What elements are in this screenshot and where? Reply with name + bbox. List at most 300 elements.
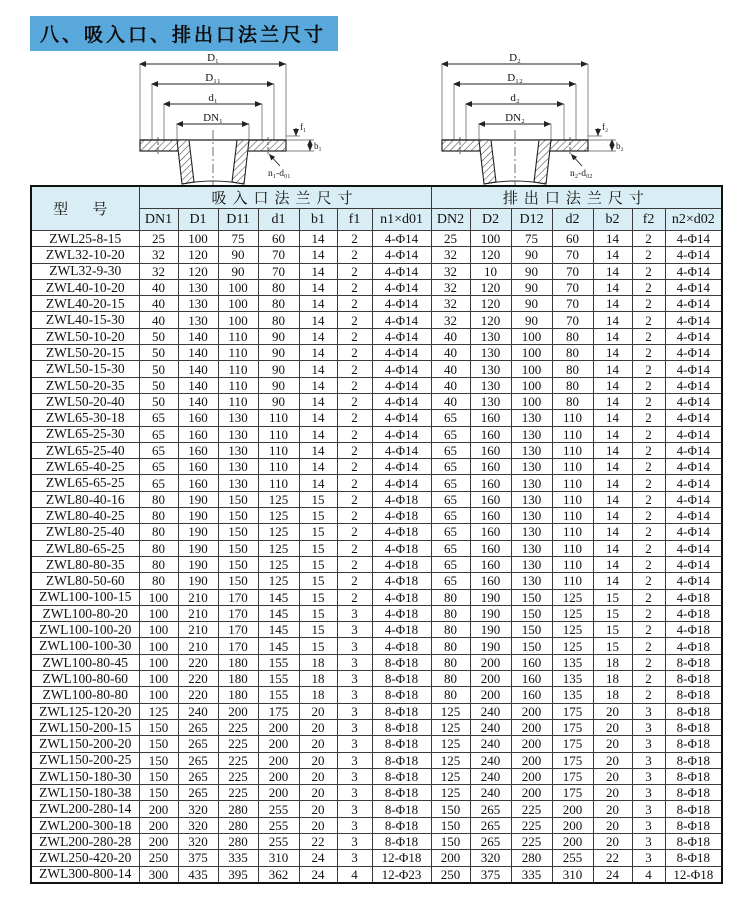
value-cell: 15 [299, 508, 337, 524]
value-cell: 335 [218, 850, 258, 866]
value-cell: 155 [258, 687, 299, 703]
value-cell: 14 [593, 345, 632, 361]
value-cell: 100 [218, 312, 258, 328]
value-cell: 110 [258, 426, 299, 442]
value-cell: 80 [139, 573, 178, 589]
value-cell: 80 [139, 508, 178, 524]
value-cell: 160 [511, 654, 552, 670]
value-cell: 225 [511, 817, 552, 833]
value-cell: 65 [431, 540, 470, 556]
value-cell: 180 [218, 654, 258, 670]
value-cell: 200 [218, 703, 258, 719]
value-cell: 200 [511, 768, 552, 784]
table-row [31, 426, 722, 442]
value-cell: 75 [218, 231, 258, 247]
value-cell: 200 [552, 833, 593, 849]
value-cell: 2 [632, 654, 665, 670]
value-cell: 2 [632, 312, 665, 328]
value-cell: 280 [218, 801, 258, 817]
value-cell: 150 [511, 638, 552, 654]
value-cell: 300 [139, 866, 178, 883]
value-cell: 4-Φ14 [665, 345, 722, 361]
model-cell: ZWL150-180-30 [31, 768, 139, 784]
value-cell: 4-Φ14 [372, 393, 431, 409]
value-cell: 175 [552, 752, 593, 768]
value-cell: 160 [470, 426, 511, 442]
value-cell: 3 [632, 752, 665, 768]
value-cell: 65 [431, 573, 470, 589]
value-cell: 3 [337, 817, 372, 833]
value-cell: 125 [552, 605, 593, 621]
value-cell: 2 [632, 605, 665, 621]
model-cell: ZWL250-420-20 [31, 850, 139, 866]
value-cell: 4-Φ18 [372, 638, 431, 654]
value-cell: 110 [552, 508, 593, 524]
value-cell: 3 [337, 833, 372, 849]
value-cell: 170 [218, 622, 258, 638]
value-cell: 50 [139, 345, 178, 361]
model-cell: ZWL80-50-60 [31, 573, 139, 589]
value-cell: 24 [299, 850, 337, 866]
value-cell: 8-Φ18 [665, 833, 722, 849]
value-cell: 20 [593, 801, 632, 817]
value-cell: 4-Φ14 [665, 296, 722, 312]
value-cell: 145 [258, 605, 299, 621]
value-cell: 4-Φ14 [665, 263, 722, 279]
value-cell: 120 [470, 279, 511, 295]
model-cell: ZWL100-100-15 [31, 589, 139, 605]
table-row [31, 410, 722, 426]
value-cell: 4-Φ14 [665, 279, 722, 295]
value-cell: 20 [299, 736, 337, 752]
value-cell: 18 [299, 687, 337, 703]
value-cell: 160 [511, 687, 552, 703]
value-cell: 125 [258, 524, 299, 540]
value-cell: 240 [470, 785, 511, 801]
value-cell: 80 [139, 524, 178, 540]
value-cell: 14 [299, 312, 337, 328]
value-cell: 20 [593, 833, 632, 849]
column-header: n2×d02 [665, 209, 722, 231]
value-cell: 20 [299, 785, 337, 801]
value-cell: 125 [258, 508, 299, 524]
table-row [31, 393, 722, 409]
value-cell: 225 [218, 752, 258, 768]
value-cell: 14 [299, 279, 337, 295]
value-cell: 130 [511, 508, 552, 524]
value-cell: 4-Φ14 [372, 328, 431, 344]
value-cell: 200 [431, 850, 470, 866]
value-cell: 65 [431, 442, 470, 458]
value-cell: 14 [299, 475, 337, 491]
value-cell: 160 [178, 475, 218, 491]
value-cell: 190 [178, 508, 218, 524]
value-cell: 2 [337, 508, 372, 524]
group-header-row [31, 186, 722, 209]
value-cell: 4-Φ14 [665, 459, 722, 475]
value-cell: 2 [632, 279, 665, 295]
column-header: d2 [552, 209, 593, 231]
table-row [31, 736, 722, 752]
value-cell: 100 [511, 377, 552, 393]
value-cell: 18 [593, 671, 632, 687]
value-cell: 8-Φ18 [372, 752, 431, 768]
value-cell: 125 [431, 785, 470, 801]
value-cell: 4-Φ18 [665, 638, 722, 654]
value-cell: 175 [552, 736, 593, 752]
value-cell: 2 [337, 540, 372, 556]
value-cell: 15 [593, 605, 632, 621]
value-cell: 125 [431, 703, 470, 719]
value-cell: 125 [552, 638, 593, 654]
value-cell: 125 [258, 540, 299, 556]
model-cell: ZWL32-9-30 [31, 263, 139, 279]
value-cell: 190 [178, 524, 218, 540]
model-cell: ZWL100-80-20 [31, 605, 139, 621]
value-cell: 110 [258, 459, 299, 475]
value-cell: 310 [258, 850, 299, 866]
value-cell: 14 [299, 296, 337, 312]
value-cell: 4-Φ14 [665, 328, 722, 344]
table-row [31, 247, 722, 263]
value-cell: 100 [139, 687, 178, 703]
model-cell: ZWL150-200-15 [31, 719, 139, 735]
model-cell: ZWL100-80-60 [31, 671, 139, 687]
value-cell: 150 [218, 556, 258, 572]
value-cell: 40 [139, 296, 178, 312]
value-cell: 8-Φ18 [665, 687, 722, 703]
value-cell: 8-Φ18 [372, 785, 431, 801]
table-row [31, 442, 722, 458]
model-cell: ZWL65-25-30 [31, 426, 139, 442]
value-cell: 50 [139, 361, 178, 377]
value-cell: 240 [470, 703, 511, 719]
value-cell: 2 [632, 377, 665, 393]
value-cell: 65 [139, 426, 178, 442]
value-cell: 120 [470, 312, 511, 328]
value-cell: 2 [632, 442, 665, 458]
value-cell: 4-Φ14 [665, 410, 722, 426]
value-cell: 80 [552, 345, 593, 361]
value-cell: 4-Φ18 [372, 556, 431, 572]
value-cell: 14 [299, 231, 337, 247]
model-cell: ZWL25-8-15 [31, 231, 139, 247]
value-cell: 3 [337, 719, 372, 735]
model-cell: ZWL150-200-25 [31, 752, 139, 768]
table-row [31, 459, 722, 475]
value-cell: 90 [511, 296, 552, 312]
value-cell: 125 [431, 768, 470, 784]
value-cell: 2 [632, 638, 665, 654]
value-cell: 2 [337, 247, 372, 263]
value-cell: 130 [511, 459, 552, 475]
table-row [31, 231, 722, 247]
value-cell: 8-Φ18 [372, 687, 431, 703]
value-cell: 150 [218, 508, 258, 524]
value-cell: 2 [337, 573, 372, 589]
value-cell: 220 [178, 654, 218, 670]
model-cell: ZWL100-100-20 [31, 622, 139, 638]
value-cell: 2 [337, 279, 372, 295]
value-cell: 110 [552, 524, 593, 540]
value-cell: 4-Φ14 [372, 263, 431, 279]
value-cell: 100 [511, 361, 552, 377]
value-cell: 110 [218, 393, 258, 409]
flange-cross-section [430, 50, 625, 188]
value-cell: 170 [218, 589, 258, 605]
value-cell: 190 [470, 638, 511, 654]
value-cell: 200 [511, 785, 552, 801]
value-cell: 160 [470, 459, 511, 475]
value-cell: 2 [632, 475, 665, 491]
bolt-holes-label: n₂-d₀₂ [570, 169, 593, 179]
value-cell: 130 [470, 361, 511, 377]
value-cell: 175 [552, 785, 593, 801]
value-cell: 200 [511, 736, 552, 752]
table-row [31, 654, 722, 670]
value-cell: 80 [431, 671, 470, 687]
value-cell: 70 [258, 247, 299, 263]
value-cell: 4-Φ18 [372, 508, 431, 524]
value-cell: 40 [431, 345, 470, 361]
value-cell: 65 [139, 410, 178, 426]
value-cell: 4-Φ14 [665, 491, 722, 507]
value-cell: 40 [431, 377, 470, 393]
value-cell: 20 [299, 719, 337, 735]
model-cell: ZWL80-65-25 [31, 540, 139, 556]
value-cell: 130 [470, 345, 511, 361]
value-cell: 2 [337, 231, 372, 247]
value-cell: 2 [337, 410, 372, 426]
table-row [31, 312, 722, 328]
value-cell: 100 [178, 231, 218, 247]
value-cell: 20 [299, 801, 337, 817]
column-header: b1 [299, 209, 337, 231]
value-cell: 80 [258, 312, 299, 328]
value-cell: 150 [139, 768, 178, 784]
value-cell: 160 [470, 410, 511, 426]
value-cell: 130 [511, 410, 552, 426]
value-cell: 190 [470, 605, 511, 621]
value-cell: 150 [511, 622, 552, 638]
value-cell: 200 [511, 703, 552, 719]
value-cell: 80 [258, 296, 299, 312]
dimension-label: b₁ [314, 141, 322, 151]
value-cell: 2 [632, 328, 665, 344]
value-cell: 200 [258, 785, 299, 801]
value-cell: 8-Φ18 [372, 719, 431, 735]
value-cell: 2 [337, 426, 372, 442]
model-column-header: 型 号 [31, 186, 139, 231]
model-cell: ZWL300-800-14 [31, 866, 139, 883]
value-cell: 210 [178, 605, 218, 621]
value-cell: 3 [632, 719, 665, 735]
value-cell: 20 [299, 768, 337, 784]
value-cell: 225 [511, 801, 552, 817]
value-cell: 90 [258, 377, 299, 393]
value-cell: 70 [552, 296, 593, 312]
value-cell: 14 [593, 540, 632, 556]
value-cell: 75 [511, 231, 552, 247]
value-cell: 3 [337, 801, 372, 817]
value-cell: 14 [593, 573, 632, 589]
value-cell: 320 [178, 833, 218, 849]
value-cell: 180 [218, 687, 258, 703]
value-cell: 80 [139, 540, 178, 556]
value-cell: 80 [139, 556, 178, 572]
value-cell: 80 [552, 328, 593, 344]
value-cell: 4-Φ14 [372, 279, 431, 295]
value-cell: 2 [632, 573, 665, 589]
table-row [31, 377, 722, 393]
value-cell: 135 [552, 654, 593, 670]
value-cell: 80 [431, 605, 470, 621]
value-cell: 265 [470, 833, 511, 849]
value-cell: 250 [139, 850, 178, 866]
value-cell: 14 [593, 442, 632, 458]
value-cell: 40 [431, 361, 470, 377]
value-cell: 110 [552, 426, 593, 442]
value-cell: 100 [218, 296, 258, 312]
value-cell: 65 [139, 475, 178, 491]
value-cell: 15 [299, 491, 337, 507]
column-header: f2 [632, 209, 665, 231]
value-cell: 65 [431, 556, 470, 572]
value-cell: 200 [258, 752, 299, 768]
value-cell: 200 [258, 719, 299, 735]
value-cell: 120 [470, 296, 511, 312]
value-cell: 160 [470, 556, 511, 572]
value-cell: 100 [139, 638, 178, 654]
table-row [31, 817, 722, 833]
value-cell: 150 [218, 540, 258, 556]
table-row [31, 296, 722, 312]
value-cell: 8-Φ18 [372, 817, 431, 833]
flange-cross-section [128, 50, 323, 188]
value-cell: 240 [470, 768, 511, 784]
dimension-label: DN₁ [203, 112, 223, 124]
value-cell: 190 [178, 573, 218, 589]
value-cell: 3 [632, 817, 665, 833]
value-cell: 20 [299, 752, 337, 768]
value-cell: 265 [178, 752, 218, 768]
value-cell: 130 [511, 475, 552, 491]
value-cell: 130 [470, 377, 511, 393]
value-cell: 160 [511, 671, 552, 687]
value-cell: 4-Φ18 [372, 622, 431, 638]
value-cell: 160 [178, 426, 218, 442]
model-cell: ZWL150-180-38 [31, 785, 139, 801]
value-cell: 65 [139, 442, 178, 458]
value-cell: 160 [178, 442, 218, 458]
value-cell: 110 [218, 361, 258, 377]
model-cell: ZWL50-20-35 [31, 377, 139, 393]
model-cell: ZWL32-10-20 [31, 247, 139, 263]
value-cell: 20 [593, 785, 632, 801]
value-cell: 4-Φ14 [372, 442, 431, 458]
value-cell: 14 [593, 459, 632, 475]
value-cell: 160 [178, 410, 218, 426]
value-cell: 80 [552, 361, 593, 377]
column-header: DN1 [139, 209, 178, 231]
value-cell: 130 [511, 556, 552, 572]
value-cell: 265 [470, 817, 511, 833]
value-cell: 225 [218, 736, 258, 752]
table-row [31, 605, 722, 621]
value-cell: 32 [139, 263, 178, 279]
value-cell: 15 [299, 622, 337, 638]
model-cell: ZWL80-40-25 [31, 508, 139, 524]
value-cell: 14 [593, 328, 632, 344]
value-cell: 14 [593, 279, 632, 295]
value-cell: 15 [299, 605, 337, 621]
value-cell: 255 [258, 817, 299, 833]
column-header: D12 [511, 209, 552, 231]
value-cell: 210 [178, 589, 218, 605]
value-cell: 8-Φ18 [665, 752, 722, 768]
value-cell: 65 [431, 426, 470, 442]
value-cell: 65 [431, 410, 470, 426]
value-cell: 130 [218, 475, 258, 491]
value-cell: 2 [337, 556, 372, 572]
model-cell: ZWL65-30-18 [31, 410, 139, 426]
value-cell: 130 [178, 296, 218, 312]
value-cell: 32 [431, 279, 470, 295]
value-cell: 200 [511, 719, 552, 735]
value-cell: 140 [178, 361, 218, 377]
value-cell: 4-Φ14 [665, 393, 722, 409]
value-cell: 2 [632, 296, 665, 312]
value-cell: 14 [299, 393, 337, 409]
value-cell: 40 [139, 312, 178, 328]
value-cell: 4-Φ14 [372, 361, 431, 377]
dimension-label: f₂ [602, 122, 609, 132]
model-cell: ZWL50-20-40 [31, 393, 139, 409]
value-cell: 2 [632, 345, 665, 361]
value-cell: 4-Φ18 [372, 524, 431, 540]
value-cell: 70 [552, 279, 593, 295]
model-cell: ZWL50-15-30 [31, 361, 139, 377]
column-header: f1 [337, 209, 372, 231]
column-header: D2 [470, 209, 511, 231]
dimension-label: d₂ [510, 92, 520, 104]
value-cell: 2 [337, 312, 372, 328]
value-cell: 110 [258, 410, 299, 426]
table-row [31, 703, 722, 719]
value-cell: 4-Φ14 [372, 296, 431, 312]
suction-flange-diagram [128, 50, 323, 193]
value-cell: 4-Φ18 [372, 491, 431, 507]
table-row [31, 491, 722, 507]
value-cell: 90 [218, 247, 258, 263]
table-row [31, 801, 722, 817]
value-cell: 125 [431, 752, 470, 768]
table-row [31, 752, 722, 768]
value-cell: 125 [258, 573, 299, 589]
table-row [31, 671, 722, 687]
table-row [31, 833, 722, 849]
value-cell: 3 [337, 622, 372, 638]
value-cell: 220 [178, 687, 218, 703]
value-cell: 2 [632, 393, 665, 409]
value-cell: 200 [258, 736, 299, 752]
value-cell: 20 [593, 768, 632, 784]
value-cell: 4-Φ14 [665, 442, 722, 458]
value-cell: 125 [431, 719, 470, 735]
value-cell: 160 [470, 442, 511, 458]
value-cell: 125 [552, 622, 593, 638]
dimension-label: D₁ [207, 52, 219, 64]
